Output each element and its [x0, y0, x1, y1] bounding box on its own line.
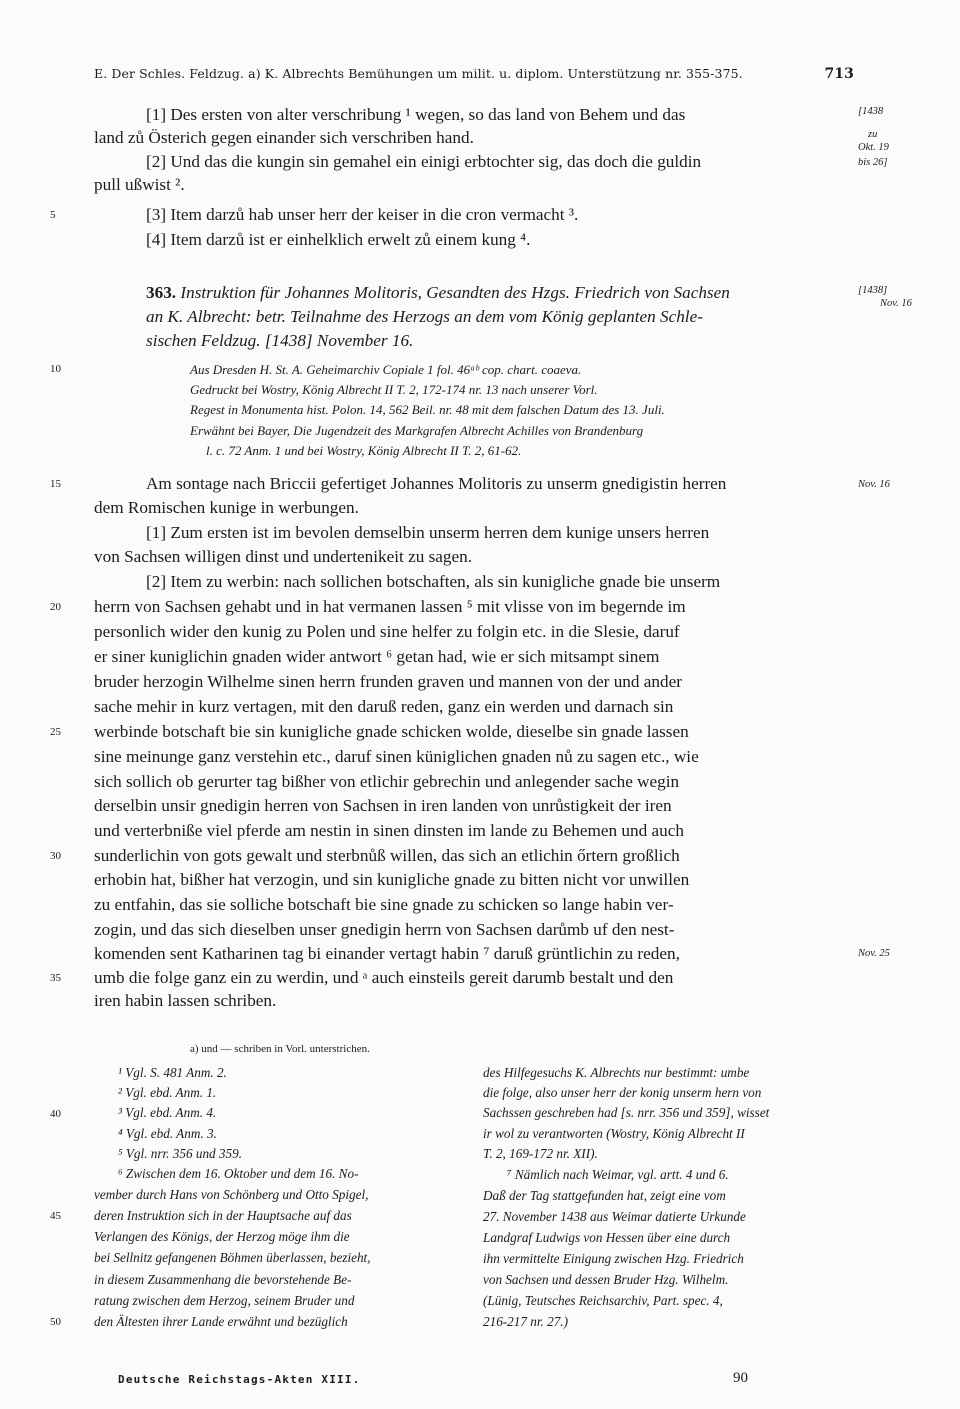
text-line: [2] Item zu werbin: nach sollichen botschaften, als sin kunigliche gnade bie unserm: [146, 572, 721, 591]
line-number: 10: [50, 363, 61, 375]
text-line: zu entfahin, das sie solliche botschaft bie sine gnade zu schicken so lange habin ver-: [94, 895, 674, 914]
text-line: zogin, und das sich dieselben unser gnedigin herrn von Sachsen darůmb uf den nest-: [94, 920, 675, 939]
footnote: vember durch Hans von Schönberg und Otto Spigel,: [94, 1187, 369, 1202]
footnote: T. 2, 169-172 nr. XII).: [483, 1146, 598, 1161]
text-line: sache mehir in kurz vertagen, mit den daruß reden, ganz ein werden und darnach sin: [94, 697, 674, 716]
text-line: pull ußwist ².: [94, 175, 185, 194]
line-number: 40: [50, 1108, 61, 1120]
footnote: (Lünig, Teutsches Reichsarchiv, Part. spec. 4,: [483, 1293, 723, 1308]
footnote: deren Instruktion sich in der Hauptsache auf das: [94, 1208, 352, 1223]
text-line: werbinde botschaft bie sin kunigliche gnade schicken wolde, dieselbe sin gnade lassen: [94, 722, 689, 741]
text-line: sich sollich ob gerurter tag bißher von etlichir gebrechin und anlegender sache wegin: [94, 772, 680, 791]
text-line: Am sontage nach Briccii gefertiget Johannes Molitoris zu unserm gnedigistin herren: [146, 474, 727, 493]
text-line: [2] Und das die kungin sin gemahel ein einigi erbtochter sig, das doch die guldin: [146, 152, 702, 171]
text-line: von Sachsen willigen dinst und undertenikeit zu sagen.: [94, 547, 473, 566]
footnote: in diesem Zusammenhang die bevorstehende Be-: [94, 1272, 352, 1287]
margin-date: Nov. 16: [880, 298, 912, 309]
footnote: ihn vermittelte Einigung zwischen Hzg. Friedrich: [483, 1251, 744, 1266]
line-number: 20: [50, 601, 61, 613]
text-line: er siner kuniglichin gnaden wider antwort ⁶ getan had, wie er sich mitsampt sinem: [94, 647, 660, 666]
margin-date: Nov. 25: [858, 948, 890, 959]
sheet-number: 90: [733, 1370, 748, 1386]
page-number: 713: [824, 66, 854, 82]
margin-date: [1438: [858, 106, 884, 117]
text-line: personlich wider den kunig zu Polen und sine helfer zu folgin etc. in die Slesie, daruf: [94, 622, 680, 641]
running-header: [94, 66, 854, 81]
footnote: die folge, also unser herr der konig unserm hern von: [483, 1085, 762, 1100]
margin-date: Nov. 16: [858, 479, 890, 490]
footnote: des Hilfegesuchs K. Albrechts nur bestimmt: umbe: [483, 1065, 750, 1080]
line-number: 50: [50, 1316, 61, 1328]
line-number: 30: [50, 850, 61, 862]
margin-date: bis 26]: [858, 157, 888, 168]
source-note: l. c. 72 Anm. 1 und bei Wostry, König Albrecht II T. 2, 61-62.: [206, 443, 522, 458]
footnote: bei Sellnitz gefangenen Böhmen überlassen, bezieht,: [94, 1250, 371, 1265]
series-title: Deutsche Reichstags-Akten XIII.: [118, 1373, 361, 1386]
text-line: komenden sent Katharinen tag bi einander vertagt habin ⁷ daruß grüntlichin zu reden,: [94, 944, 680, 963]
line-number: 25: [50, 726, 61, 738]
footnote: ¹ Vgl. S. 481 Anm. 2.: [118, 1065, 227, 1080]
text-line: derselbin unsir gnedigin herren von Sachsen in iren landen von unrůstigkeit der iren: [94, 796, 672, 815]
footnote: ir wol zu verantworten (Wostry, König Albrecht II: [483, 1126, 745, 1141]
text-line: [1] Zum ersten ist im bevolen demselbin unserm herren dem kunige unsers herren: [146, 523, 710, 542]
footnote: ratung zwischen dem Herzog, seinem Bruder und: [94, 1293, 355, 1308]
text-line: erhobin hat, bißher hat verzogin, und sin kunigliche gnade zu bitten nicht vor unwillen: [94, 870, 690, 889]
document-title-cont: an K. Albrecht: betr. Teilnahme des Herzogs an dem vom König geplanten Schle-: [146, 307, 703, 326]
footnote: ⁷ Nämlich nach Weimar, vgl. artt. 4 und 6.: [507, 1167, 729, 1182]
source-note: Aus Dresden H. St. A. Geheimarchiv Copiale 1 fol. 46ᵃᵇ cop. chart. coaeva.: [190, 362, 582, 377]
line-number: 35: [50, 972, 61, 984]
text-line: sine meinunge ganz verstehin etc., daruf sinen küniglichen gnaden nů zu sagen etc., wie: [94, 747, 699, 766]
text-line: [1] Des ersten von alter verschribung ¹ wegen, so das land von Behem und das: [146, 105, 686, 124]
footnote: ⁶ Zwischen dem 16. Oktober und dem 16. No-: [118, 1166, 359, 1181]
line-number: 15: [50, 478, 61, 490]
text-line: umb die folge ganz ein zu werdin, und ᵃ auch einsteils gereit darumb bestalt und den: [94, 968, 674, 987]
margin-date: Okt. 19: [858, 142, 889, 153]
footnote: ⁴ Vgl. ebd. Anm. 3.: [118, 1126, 217, 1141]
text-line: bruder herzogin Wilhelme sinen herrn frunden graven und mannen von der und ander: [94, 672, 682, 691]
document-number: 363.: [146, 283, 177, 302]
footnote: Daß der Tag stattgefunden hat, zeigt eine vom: [483, 1188, 726, 1203]
variant-note: a) und — schriben in Vorl. unterstrichen.: [190, 1043, 370, 1055]
footnote: 27. November 1438 aus Weimar datierte Urkunde: [483, 1209, 746, 1224]
document-heading-line-1: [146, 281, 866, 304]
source-note: Erwähnt bei Bayer, Die Jugendzeit des Markgrafen Albrecht Achilles von Brandenburg: [190, 423, 644, 438]
text-line: dem Romischen kunige in werbungen.: [94, 498, 359, 517]
text-line: herrn von Sachsen gehabt und in hat vermanen lassen ⁵ mit vlisse von im begernde im: [94, 597, 686, 616]
document-title-date: sischen Feldzug. [1438] November 16.: [146, 331, 414, 350]
footnote: Landgraf Ludwigs von Hessen über eine durch: [483, 1230, 731, 1245]
line-number: 45: [50, 1210, 61, 1222]
footnote: ³ Vgl. ebd. Anm. 4.: [118, 1105, 217, 1120]
document-heading-line-3: [146, 329, 866, 352]
text-line: iren habin lassen schriben.: [94, 991, 277, 1010]
source-note: Gedruckt bei Wostry, König Albrecht II T. 2, 172-174 nr. 13 nach unserer Vorl.: [190, 382, 598, 397]
line-number: 5: [50, 209, 56, 221]
document-heading-line-2: [146, 305, 866, 328]
footnote: ² Vgl. ebd. Anm. 1.: [118, 1085, 217, 1100]
footnote: den Ältesten ihrer Lande erwähnt und bezüglich: [94, 1314, 348, 1329]
document-title: Instruktion für Johannes Molitoris, Gesandten des Hzgs. Friedrich von Sachsen: [180, 283, 730, 302]
footnote: Verlangen des Königs, der Herzog möge ihm die: [94, 1229, 350, 1244]
text-line: [4] Item darzů ist er einhelklich erwelt zů einem kung ⁴.: [146, 230, 531, 249]
running-title: E. Der Schles. Feldzug. a) K. Albrechts Bemühungen um milit. u. diplom. Unterstützung nr. 355-375.: [94, 66, 743, 81]
footnote: Sachssen geschreben had [s. nrr. 356 und 359], wisset: [483, 1105, 770, 1120]
margin-date: [1438]: [858, 285, 888, 296]
margin-date: zu: [868, 129, 878, 140]
footnote: 216-217 nr. 27.): [483, 1314, 568, 1329]
footnote: von Sachsen und dessen Bruder Hzg. Wilhelm.: [483, 1272, 729, 1287]
source-note: Regest in Monumenta hist. Polon. 14, 562 Beil. nr. 48 mit dem falschen Datum des 13. Juli.: [190, 402, 665, 417]
text-line: land zů Österich gegen einander sich verschriben hand.: [94, 128, 474, 147]
text-line: und verterbniße viel pferde am nestin in sinen dinsten im lande zu Behemen und auch: [94, 821, 684, 840]
text-line: sunderlichin von gots gewalt und sterbnůß willen, das sich an etlichin őrtern großlich: [94, 846, 680, 865]
footnote: ⁵ Vgl. nrr. 356 und 359.: [118, 1146, 243, 1161]
text-line: [3] Item darzů hab unser herr der keiser in die cron vermacht ³.: [146, 205, 579, 224]
